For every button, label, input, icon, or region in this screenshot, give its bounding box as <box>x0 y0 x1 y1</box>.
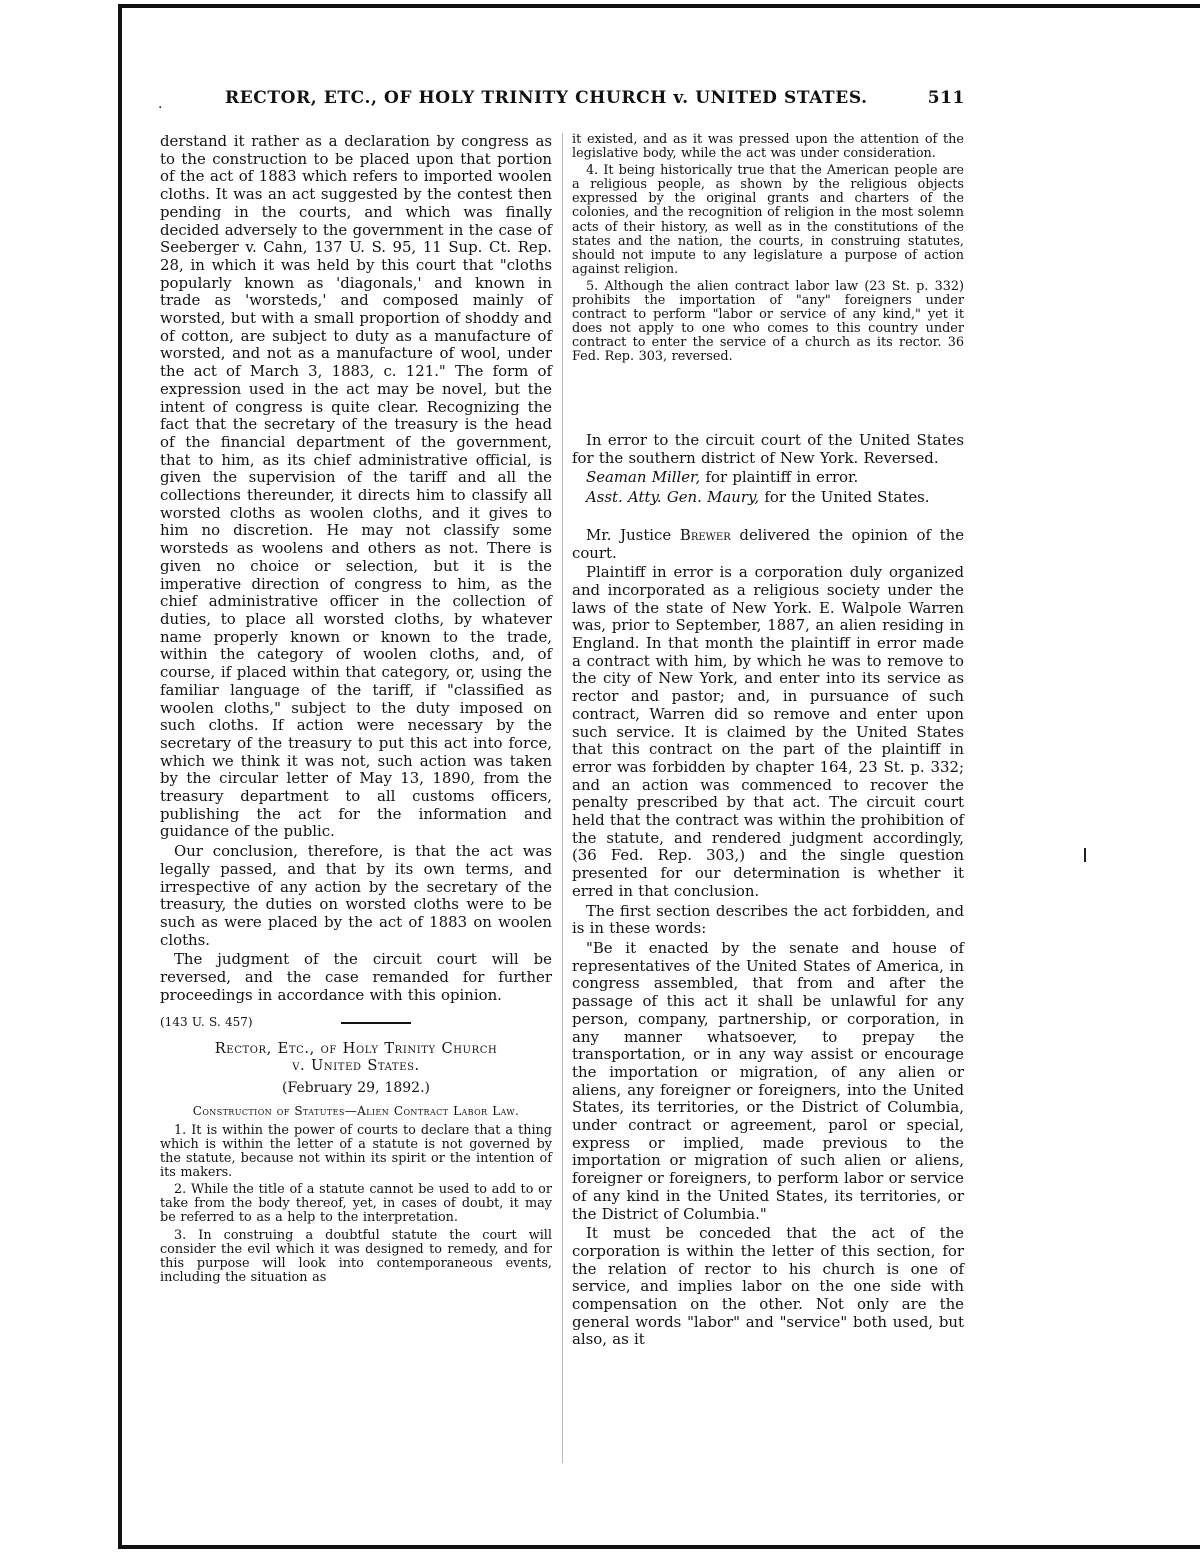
syllabus-2: 2. While the title of a statute cannot be used to add to or take from the body thereof, yet, in cases of doubt, it may be referred to as a help to the interpretation. <box>160 1182 552 1226</box>
counsel-plaintiff-name: Seaman Miller, <box>586 468 701 487</box>
statute-quote: "Be it enacted by the senate and house of representatives of the United States of America, in congress assembled, that from and after the passage of this act it shall be unlawful for any person, company, partnership, or corporation, in any manner whatsoever, to prepay the transportation, or in any way assist or encourage the importation or migration, of any alien or aliens, any foreigner or foreigners, into the United States, its territories, or the District of Columbia, under contract or agreement, parol or special, express or implied, made previous to the importation or migration of such alien or aliens, foreigner or foreigners, to perform labor or service of any kind in the United States, its territories, or the District of Columbia." <box>572 938 964 1223</box>
left-paragraph-2: Our conclusion, therefore, is that the act was legally passed, and that by its own terms, and irrespective of any action by the secretary of the treasury, the duties on worsted cloths were to be such as were placed by the act of 1883 on woolen cloths. <box>160 842 552 949</box>
citation-line <box>160 1014 552 1032</box>
opinion-intro-suffix: delivered the opinion of the court. <box>572 525 965 562</box>
case-title-line-1: Rector, Etc., of Holy Trinity Church <box>214 1040 498 1058</box>
syllabus-1: 1. It is within the power of courts to declare that a thing which is within the letter of a statute is not governed by the statute, because not within its spirit or the intention of its makers. <box>160 1122 552 1181</box>
opinion-intro <box>572 527 964 562</box>
decision-date: (February 29, 1892.) <box>281 1080 431 1097</box>
right-column-opinion <box>572 432 964 1351</box>
case-title <box>160 1040 552 1074</box>
us-citation: (143 U. S. 457) <box>160 1015 253 1030</box>
case-title-line-2: v. United States. <box>292 1057 420 1075</box>
left-paragraph-1: derstand it rather as a declaration by congress as to the construction to be placed upon that portion of the act of 1883 which refers to imported woolen cloths. It was an act suggested by the contest then pending in the courts, and which was finally decided adversely to the government in the case of Seeberger v. Cahn, 137 U. S. 95, 11 Sup. Ct. Rep. 28, in which it was held by this court that "cloths popularly known as 'diagonals,' and known in trade as 'worsteds,' and composed mainly of worsted, but with a small proportion of shoddy and of cotton, are subject to duty as a manufacture of worsted, and not as a manufacture of wool, under the act of March 3, 1883, c. 121." The form of expression used in the act may be novel, but the intent of congress is quite clear. Recognizing the fact that the secretary of the treasury is the head of the financial department of the government, that to him, as its chief administrative official, is given the supervision of the tariff and all the collections thereunder, it directs him to classify all worsted cloths as woolen cloths, and it gives to him no discretion. He may not classify some worsteds as woolens and others as not. There is given no choice or selection, but it is the imperative direction of congress to him, as the chief administrative officer in the collection of duties, to place all worsted cloths, by whatever name properly known or known to the trade, within the category of woolen cloths, and, of course, if placed within that category, or, using the familiar language of the tariff, if "classified as woolen cloths," subject to the duty imposed on such cloths. If action were necessary by the secretary of the treasury to put this act into force, which we think it was not, such action was taken by the circular letter of May 13, 1890, from the treasury department to all customs officers, publishing the act for the information and guidance of the public. <box>160 132 552 841</box>
syllabus-5: 5. Although the alien contract labor law (23 St. p. 332) prohibits the importation of "any" foreigners under contract to perform "labor or service of any kind," yet it does not apply to one who comes to this country under contract to enter the service of a church as its rector. 36 Fed. Rep. 303, reversed. <box>572 278 964 365</box>
syllabus-3: 3. In construing a doubtful statute the court will consider the evil which it was designed to remedy, and for this purpose will look into contemporaneous events, including the situation as <box>160 1227 552 1285</box>
counsel-plaintiff <box>572 469 964 487</box>
opinion-paragraph-3: It must be conceded that the act of the corporation is within the letter of this section, for the relation of rector to his church is one of service, and implies labor on the one side with compensation on the other. Not only are the general words "labor" and "service" both used, but also, as it <box>572 1224 964 1349</box>
counsel-government <box>572 489 964 507</box>
section-rule <box>341 1022 411 1024</box>
opinion-paragraph-2: The first section describes the act forbidden, and is in these words: <box>572 901 964 938</box>
justice-name: Brewer <box>679 525 731 544</box>
counsel-government-name: Asst. Atty. Gen. Maury, <box>586 488 760 507</box>
counsel-plaintiff-role: for plaintiff in error. <box>705 468 859 487</box>
margin-dot: · <box>158 100 163 116</box>
running-title: RECTOR, ETC., OF HOLY TRINITY CHURCH v. UNITED STATES. <box>225 88 868 108</box>
page-number: 511 <box>927 88 965 108</box>
opinion-paragraph-1: Plaintiff in error is a corporation duly organized and incorporated as a religious society under the laws of the state of New York. E. Walpole Warren was, prior to September, 1887, an alien residing in England. In that month the plaintiff in error made a contract with him, by which he was to remove to the city of New York, and enter into its service as rector and pastor; and, in pursuance of such contract, Warren did so remove and enter upon such service. It is claimed by the United States that this contract on the part of the plaintiff in error was forbidden by chapter 164, 23 St. p. 332; and an action was commenced to recover the penalty prescribed by that act. The circuit court held that the contract was within the prohibition of the statute, and rendered judgment accordingly, (36 Fed. Rep. 303,) and the single question presented for our determination is whether it erred in that conclusion. <box>572 563 964 900</box>
counsel-government-role: for the United States. <box>764 488 930 507</box>
left-column <box>160 133 552 1288</box>
syllabus-3-continued: it existed, and as it was pressed upon the attention of the legislative body, while the act was under consideration. <box>572 132 964 162</box>
running-header <box>225 88 965 108</box>
left-paragraph-3: The judgment of the circuit court will be reversed, and the case remanded for further proceedings in accordance with this opinion. <box>160 950 552 1004</box>
margin-mark <box>1084 848 1086 862</box>
right-column-syllabus <box>572 133 964 368</box>
headnote-title: Construction of Statutes—Alien Contract Labor Law. <box>192 1103 520 1118</box>
syllabus-4: 4. It being historically true that the American people are a religious people, as shown by the religious objects expressed by the original grants and charters of the colonies, and the recognition of religion in the most solemn acts of their history, as well as in the constitutions of the states and the nation, the courts, in construing statutes, should not impute to any legislature a purpose of action against religion. <box>572 163 964 277</box>
spacer <box>572 509 964 527</box>
syllabus-left <box>160 1124 552 1285</box>
column-divider <box>562 133 563 1463</box>
error-line: In error to the circuit court of the United States for the southern district of New York. Reversed. <box>572 431 964 467</box>
opinion-intro-prefix: Mr. Justice <box>586 525 672 544</box>
